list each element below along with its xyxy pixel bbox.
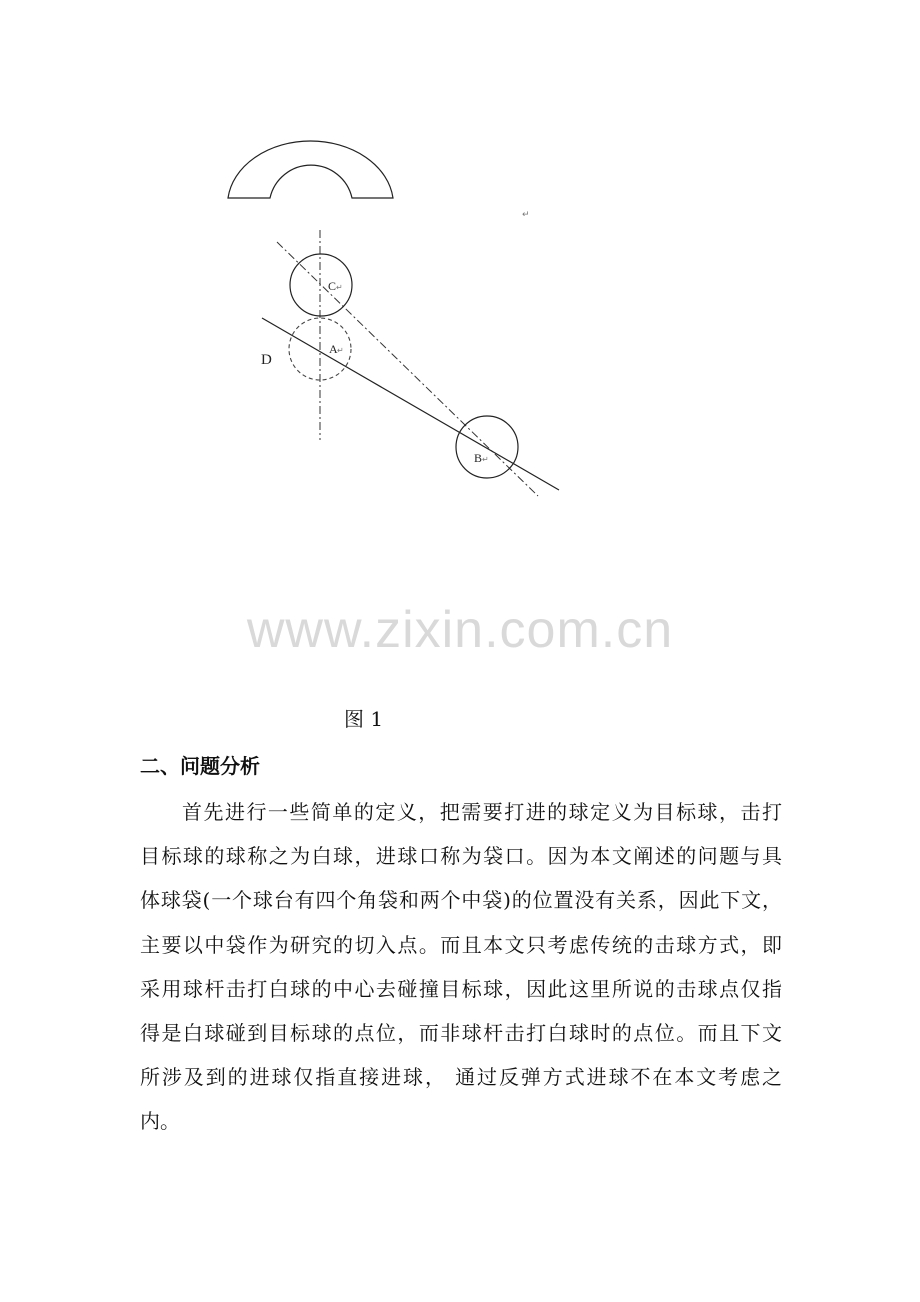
watermark: www.zixin.com.cn [246,601,674,659]
body-line: 首先进行一些简单的定义，把需要打进的球定义为目标球，击打 [182,800,782,824]
section-heading: 二、问题分析 [140,754,260,778]
label-b: B [474,451,483,465]
cue-line [262,318,559,490]
pocket-shape [228,141,393,198]
billiards-diagram [0,0,920,560]
body-line: 采用球杆击打白球的中心去碰撞目标球，因此这里所说的击球点仅指 [140,976,782,1001]
body-paragraph [140,797,782,1151]
body-line: 所涉及到的进球仅指直接进球， 通过反弹方式进球不在本文考虑之 [140,1065,782,1090]
body-line: 体球袋(一个球台有四个角袋和两个中袋)的位置没有关系，因此下文， [140,888,782,913]
body-line: 主要以中袋作为研究的切入点。而且本文只考虑传统的击球方式，即 [140,932,782,957]
figure-caption: 图 1 [344,707,384,731]
label-c: C [328,279,337,293]
aiming-line [277,242,538,496]
body-line: 内。 [140,1109,180,1134]
body-line: 目标球的球称之为白球，进球口称为袋口。因为本文阐述的问题与具 [140,844,782,869]
paragraph-mark-a: ↵ [337,346,344,355]
paragraph-mark-b: ↵ [482,455,489,464]
paragraph-mark-c: ↵ [336,283,343,292]
label-d: D [261,352,272,368]
body-line: 得是白球碰到目标球的点位，而非球杆击打白球时的点位。而且下文 [140,1020,782,1045]
paragraph-mark: ↵ [522,210,530,220]
label-a: A [329,342,338,356]
